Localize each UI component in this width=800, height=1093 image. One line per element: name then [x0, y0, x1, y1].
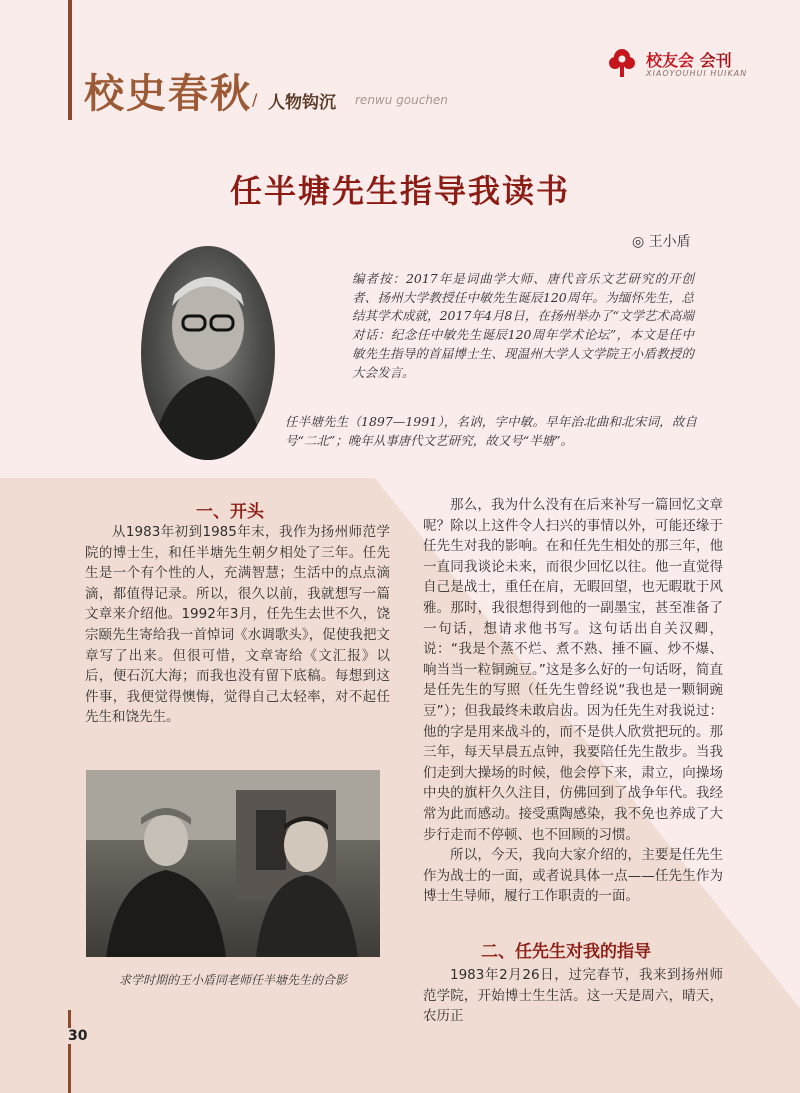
journal-pinyin: XIAOYOUHUI HUIKAN — [646, 69, 748, 78]
journal-name — [646, 48, 732, 71]
header-vertical-bar — [68, 0, 72, 120]
section1-heading: 一、开头 — [196, 502, 264, 522]
paragraph: 那么，我为什么没有在后来补写一篇回忆文章呢？除以上这件令人扫兴的事情以外，可能还缘于任先生对我的影响。在和任先生相处的那三年，他一直同我谈论未来，而很少回忆以往。他一直觉得自己是战士，重任在肩，无暇回望，也无暇耽于风雅。那时，我很想得到他的一副墨宝，甚至准备了一句话，想请求他书写。这句话出自关汉卿，说：“我是个蒸不烂、煮不熟、捶不匾、炒不爆、响当当一粒铜豌豆。”这是多么好的一句话呀，简直是任先生的写照（任先生曾经说“我也是一颗铜豌豆”）；但我最终未敢启齿。因为任先生对我说过：他的字是用来战斗的，而不是供人欣赏把玩的。那三年，每天早晨五点钟，我要陪任先生散步。当我们走到大操场的时候，他会停下来，肃立，向操场中央的旗杆久久注目，仿佛回到了战争年代。我经常为此而感动。接受熏陶感染，我不免也养成了大步行走而不停顿、也不回顾的习惯。 — [423, 497, 723, 843]
article-author: ◎ 王小盾 — [632, 234, 691, 250]
portrait-figure-icon — [141, 246, 275, 460]
editor-note: 编者按：2017年是词曲学大师、唐代音乐文艺研究的开创者、扬州大学教授任中敏先生诞辰120周年。为缅怀先生，总结其学术成就，2017年4月8日，在扬州举办了“文学艺术高端对话：纪念任中敏先生诞辰120周年学术论坛”，本文是任中敏先生指导的首届博士生、现温州大学人文学院王小盾教授的大会发言。 — [352, 271, 694, 380]
journal-name-part1: 校友会 — [646, 51, 695, 70]
paragraph: 所以，今天，我向大家介绍的，主要是任先生作为战士的一面，或者说具体一点——任先生作为博士生导师，履行工作职责的一面。 — [423, 847, 723, 905]
journal-name-part2: 会刊 — [699, 51, 732, 70]
alumni-logo-icon — [607, 47, 637, 79]
right-column-body — [423, 495, 723, 907]
portrait-photo — [141, 246, 275, 460]
photo-caption: 求学时期的王小盾同老师任半塘先生的合影 — [118, 973, 347, 987]
header-slash: / — [252, 90, 258, 109]
section2-body — [423, 965, 723, 1027]
subsection-pinyin: renwu gouchen — [355, 93, 448, 107]
group-photo-scene-icon — [86, 770, 380, 957]
portrait-caption: 任半塘先生（1897—1991），名讷，字中敏。早年治北曲和北宋词，故自号“二北”；晚年从事唐代文艺研究，故又号“半塘”。 — [285, 414, 697, 448]
page-number: 30 — [68, 1028, 88, 1044]
section2-heading: 二、任先生对我的指导 — [481, 942, 651, 962]
section1-body — [85, 522, 390, 728]
paragraph: 1983年2月26日，过完春节，我来到扬州师范学院，开始博士生生活。这一天是周六，晴天，农历正 — [423, 967, 723, 1025]
article-title: 任半塘先生指导我读书 — [229, 172, 570, 210]
subsection-title: 人物钩沉 — [268, 93, 336, 113]
group-photo — [86, 770, 380, 957]
paragraph: 从1983年初到1985年末，我作为扬州师范学院的博士生，和任半塘先生朝夕相处了三年。任先生是一个有个性的人，充满智慧；生活中的点点滴滴，都值得记录。所以，很久以前，我就想写一篇文章来介绍他。1992年3月，任先生去世不久，饶宗颐先生寄给我一首悼词《水调歌头》，促使我把文章写了出来。但很可惜，文章寄给《文汇报》以后，便石沉大海；而我也没有留下底稿。每想到这件事，我便觉得懊悔，觉得自己太轻率，对不起任先生和饶先生。 — [85, 524, 390, 726]
section-title: 校史春秋 — [84, 71, 252, 117]
footer-vertical-bar — [68, 1010, 71, 1093]
